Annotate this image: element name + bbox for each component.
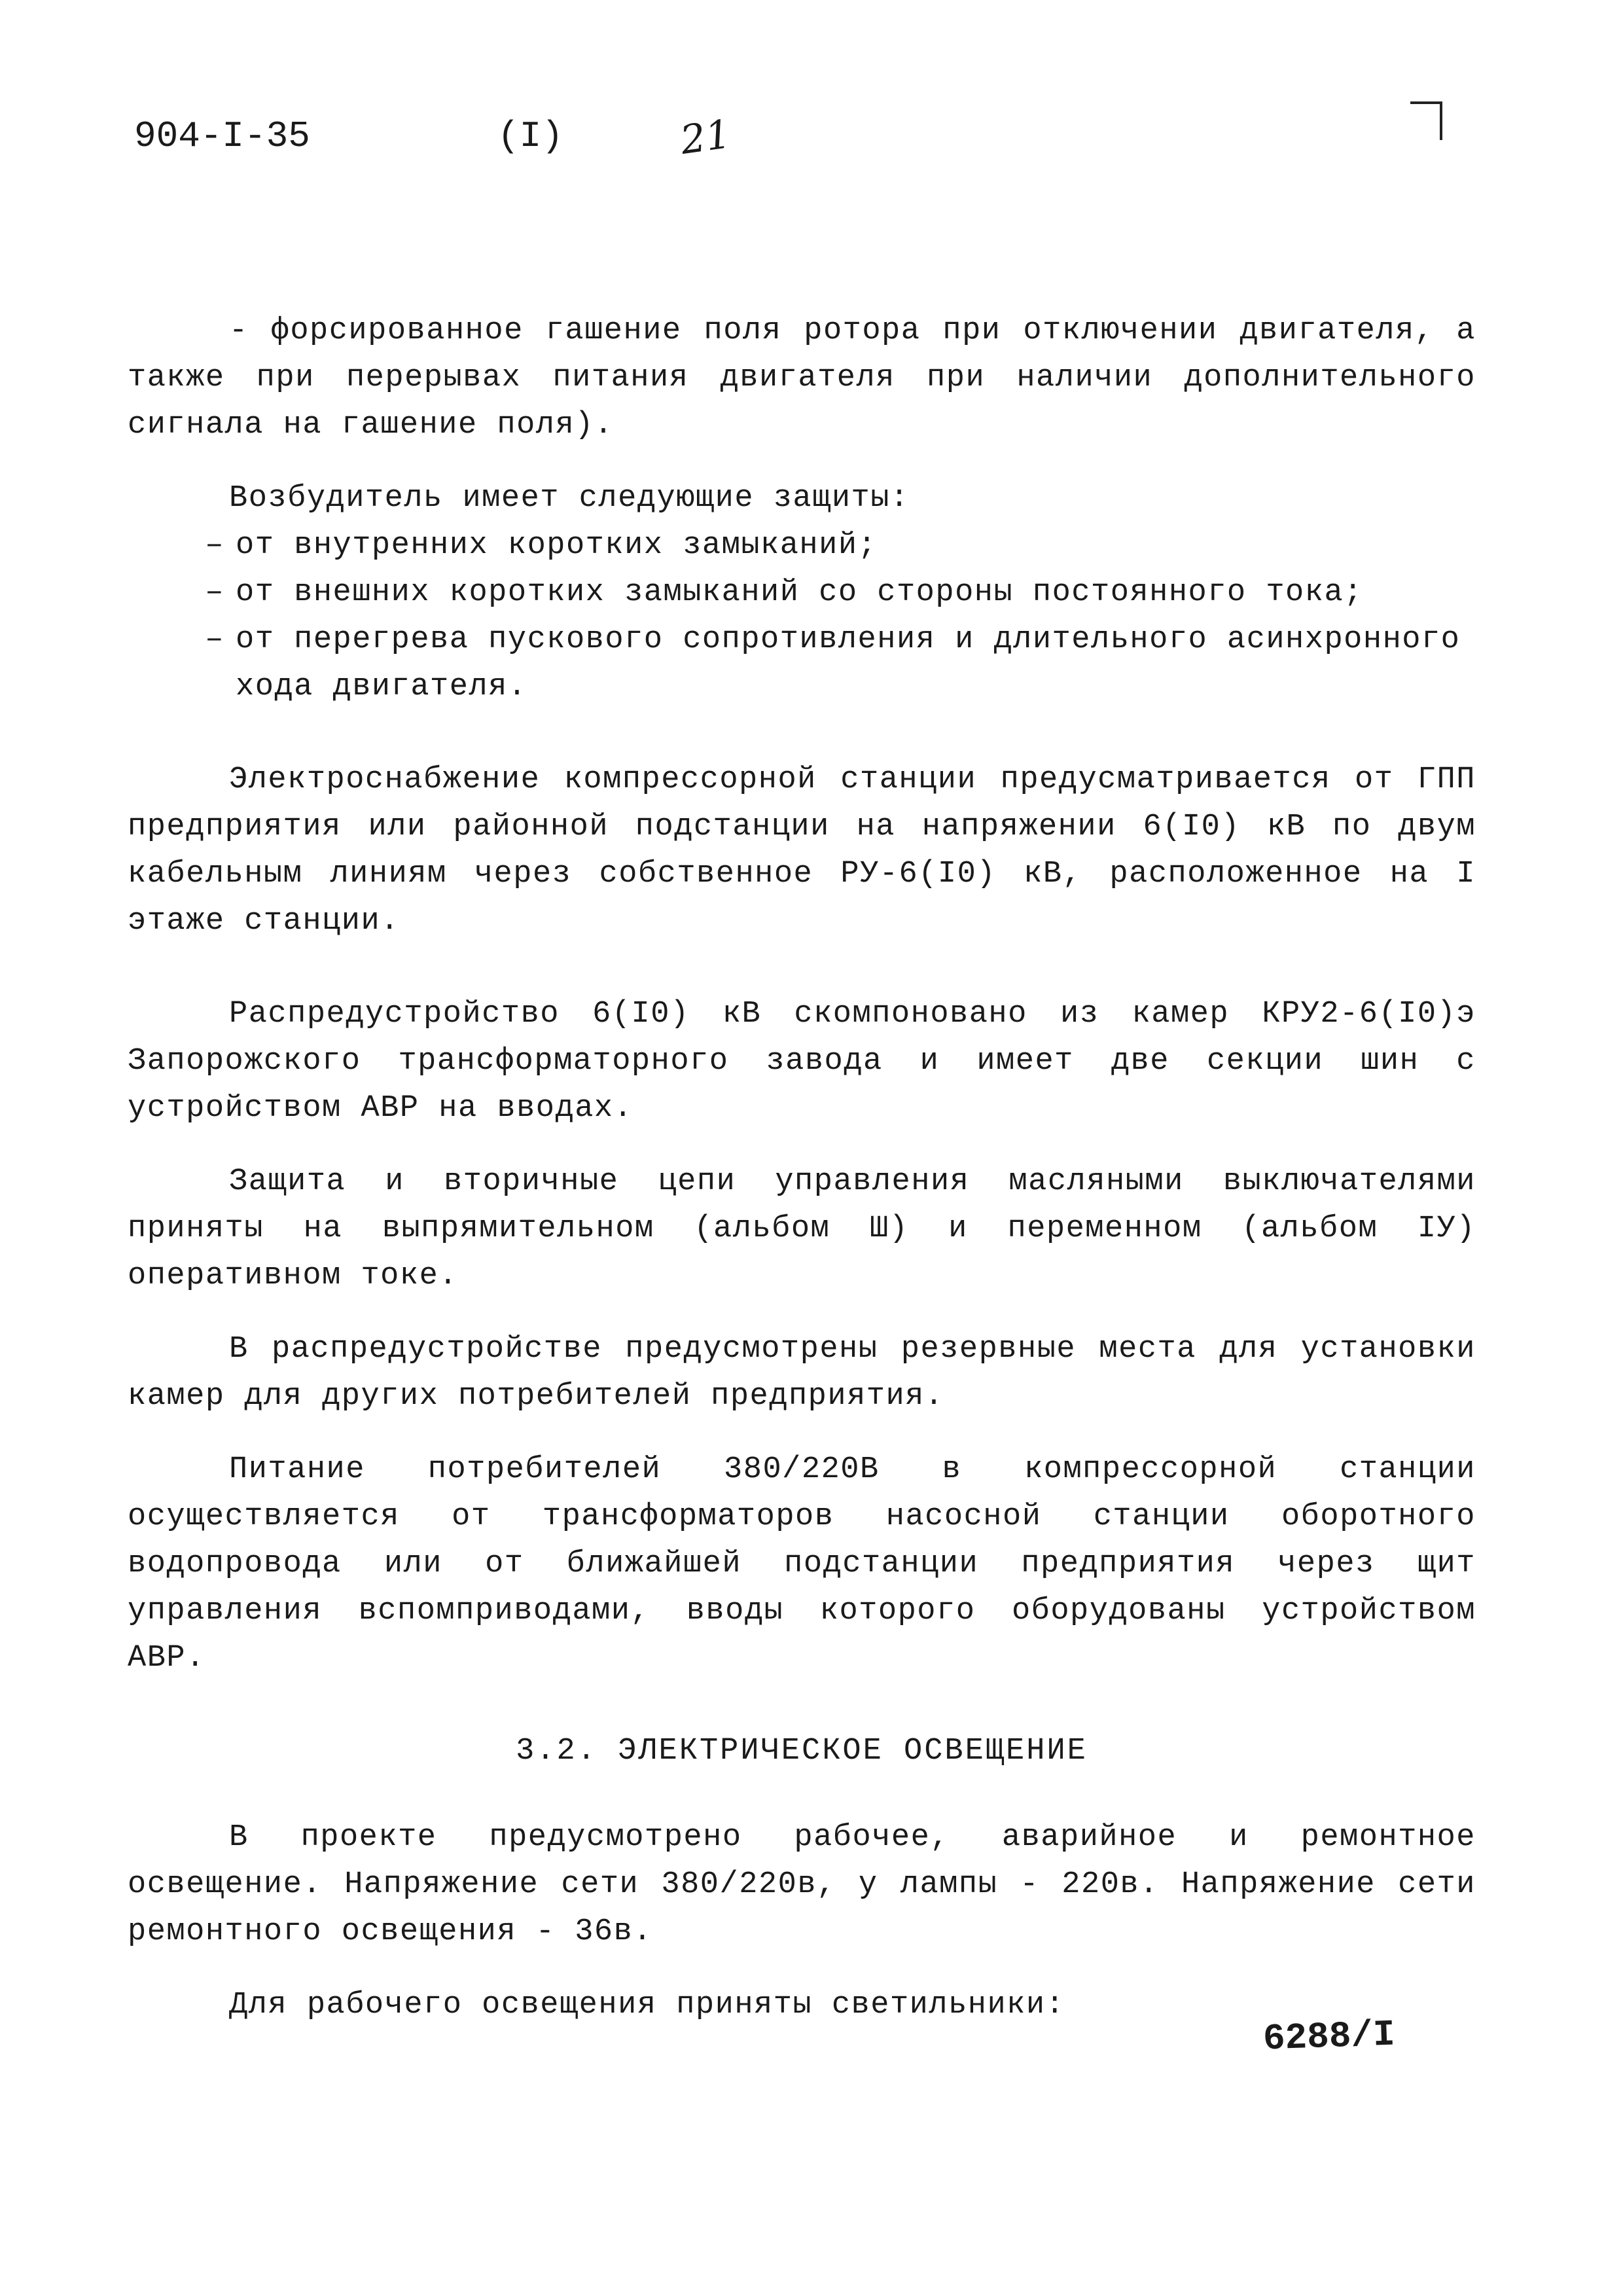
paragraph-power-supply: Электроснабжение компрессорной станции предусматривается от ГПП предприятия или районной подстанции на напряжении 6(I0) кВ по двум кабельным линиям через собственное РУ-6(I0) кВ, расположенное на I этаже станции. <box>128 762 1476 939</box>
paragraph-reserve-places: В распредустройстве предусмотрены резервные места для установки камер для других потребителей предприятия. <box>128 1332 1476 1414</box>
protections-list <box>128 522 1476 711</box>
list-item: – от внутренних коротких замыканий; <box>128 522 1476 569</box>
paragraph-lighting-types: В проекте предусмотрено рабочее, аварийное и ремонтное освещение. Напряжение сети 380/220в, у лампы - 220в. Напряжение сети ремонтного освещения - 36в. <box>128 1820 1476 1949</box>
paragraph-protection-circuits: Защита и вторичные цепи управления масляными выключателями приняты на выпрямительном (альбом Ш) и переменном (альбом IУ) оперативном токе. <box>128 1164 1476 1293</box>
section-title: 3.2. ЭЛЕКТРИЧЕСКОЕ ОСВЕЩЕНИЕ <box>516 1734 1088 1768</box>
album-number: (I) <box>497 115 563 157</box>
paragraph-working-lighting: Для рабочего освещения приняты светильники: <box>229 1988 1065 2022</box>
inventory-stamp: 6288/I <box>1262 2013 1396 2060</box>
document-code: 904-I-35 <box>134 115 310 157</box>
paragraph-field-suppression: - форсированное гашение поля ротора при отключении двигателя, а также при перерывах питания двигателя при наличии дополнительного сигнала на гашение поля). <box>128 314 1476 442</box>
list-item: – от внешних коротких замыканий со стороны постоянного тока; <box>128 569 1476 617</box>
list-item: – от перегрева пускового сопротивления и длительного асинхронного хода двигателя. <box>128 617 1476 711</box>
page-number: 21 <box>677 111 734 164</box>
paragraph-switchgear: Распредустройство 6(I0) кВ скомпоновано из камер КРУ2-6(I0)э Запорожского трансформаторного завода и имеет две секции шин с устройством АВР на вводах. <box>128 997 1476 1126</box>
document-body <box>128 308 1476 2029</box>
paragraph-consumers-supply: Питание потребителей 380/220В в компрессорной станции осуществляется от трансформаторов насосной станции оборотного водопровода или от ближайшей подстанции предприятия через щит управления вспомприводами, вводы которого оборудованы устройством АВР. <box>128 1452 1476 1676</box>
paragraph-exciter-protections-intro: Возбудитель имеет следующие защиты: <box>229 481 910 516</box>
corner-mark <box>1410 101 1442 140</box>
